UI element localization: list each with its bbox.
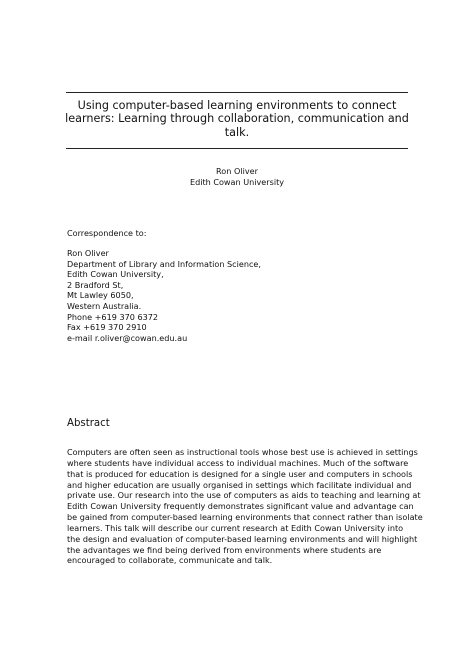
author-affiliation: Edith Cowan University — [189, 176, 285, 187]
address-line: Edith Cowan University, — [67, 269, 164, 280]
abstract-line: Edith Cowan University frequently demonstrates significant value and advantage can — [67, 501, 414, 512]
abstract-line: that is produced for education is designed for a single user and computers in schools — [67, 468, 413, 479]
address-line: Mt Lawley 6050, — [67, 290, 134, 301]
paper-title — [62, 99, 412, 139]
abstract-line: the advantages we find being derived from environments where students are — [67, 544, 382, 555]
abstract-line: learners. This talk will describe our current research at Edith Cowan University into — [67, 522, 404, 533]
abstract-line: private use. Our research into the use of computers as aids to teaching and learning at — [67, 490, 421, 501]
abstract-body — [67, 447, 423, 566]
correspondence-heading: Correspondence to: — [67, 228, 147, 238]
abstract-line: be gained from computer-based learning environments that connect rather than isolate — [67, 512, 423, 523]
fax-line: Fax +619 370 2910 — [67, 322, 147, 333]
abstract-line: encouraged to collaborate, communicate and talk. — [67, 555, 273, 566]
author-block — [100, 166, 374, 187]
title-line: talk. — [224, 125, 250, 139]
address-line: 2 Bradford St, — [67, 279, 124, 290]
author-name: Ron Oliver — [216, 166, 258, 176]
abstract-line: Computers are often seen as instructional tools whose best use is achieved in settings — [67, 447, 418, 457]
email-line: e-mail r.oliver@cowan.edu.au — [67, 332, 188, 343]
address-line: Department of Library and Information Science, — [67, 258, 261, 269]
address-line: Western Australia. — [67, 300, 142, 311]
title-line: Using computer-based learning environments to connect — [77, 99, 397, 112]
abstract-heading: Abstract — [67, 418, 110, 429]
correspondence-address — [67, 248, 261, 343]
abstract-line: the design and evaluation of computer-based learning environments and will highlight — [67, 533, 418, 544]
title-line: learners: Learning through collaboration, communication and — [65, 112, 409, 126]
phone-line: Phone +619 370 6372 — [67, 311, 159, 322]
title-top-rule — [66, 92, 408, 93]
abstract-line: where students have individual access to individual machines. Much of the software — [67, 457, 409, 468]
title-bottom-rule — [66, 148, 408, 149]
address-line: Ron Oliver — [67, 248, 109, 258]
abstract-line: and higher education are usually organised in settings which facilitate individual and — [67, 479, 412, 490]
